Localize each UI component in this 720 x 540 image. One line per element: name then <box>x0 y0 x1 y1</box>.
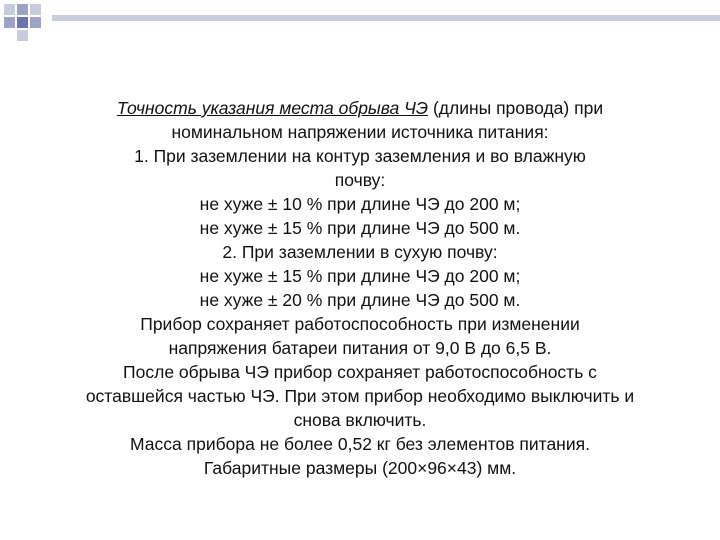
text-line: снова включить. <box>293 410 427 430</box>
text-line: не хуже ± 15 % при длине ЧЭ до 500 м. <box>199 218 521 238</box>
decor-square <box>4 17 15 28</box>
text-line: номинальном напряжении источника питания: <box>171 122 549 142</box>
accuracy-heading-rest: (длины провода) при <box>428 98 604 118</box>
text-line: 1. При заземлении на контур заземления и во влажную <box>134 146 586 166</box>
text-line: Габаритные размеры (200×96×43) мм. <box>203 458 517 478</box>
text-line <box>30 96 690 120</box>
accuracy-heading: Точность указания места обрыва ЧЭ <box>116 98 429 118</box>
text-line: Масса прибора не более 0,52 кг без элементов питания. <box>130 434 590 454</box>
decor-square <box>17 17 28 28</box>
text-line: 2. При заземлении в сухую почву: <box>222 242 498 262</box>
text-line: почву: <box>334 170 386 190</box>
slide-body <box>30 96 690 480</box>
text-line: Прибор сохраняет работоспособность при изменении <box>140 314 580 334</box>
text-line: После обрыва ЧЭ прибор сохраняет работоспособность с <box>123 362 597 382</box>
decor-square <box>17 4 28 15</box>
slide-decoration <box>0 0 720 40</box>
text-line: не хуже ± 15 % при длине ЧЭ до 200 м; <box>199 266 521 286</box>
decor-bar <box>52 15 720 21</box>
decor-square <box>30 4 41 15</box>
text-line: напряжения батареи питания от 9,0 В до 6,5 В. <box>168 338 552 358</box>
decor-square <box>17 30 28 41</box>
decor-square <box>4 4 15 15</box>
text-line: не хуже ± 10 % при длине ЧЭ до 200 м; <box>199 194 521 214</box>
decor-square <box>30 17 41 28</box>
text-line: не хуже ± 20 % при длине ЧЭ до 500 м. <box>199 290 521 310</box>
text-line: оставшейся частью ЧЭ. При этом прибор необходимо выключить и <box>85 386 635 406</box>
